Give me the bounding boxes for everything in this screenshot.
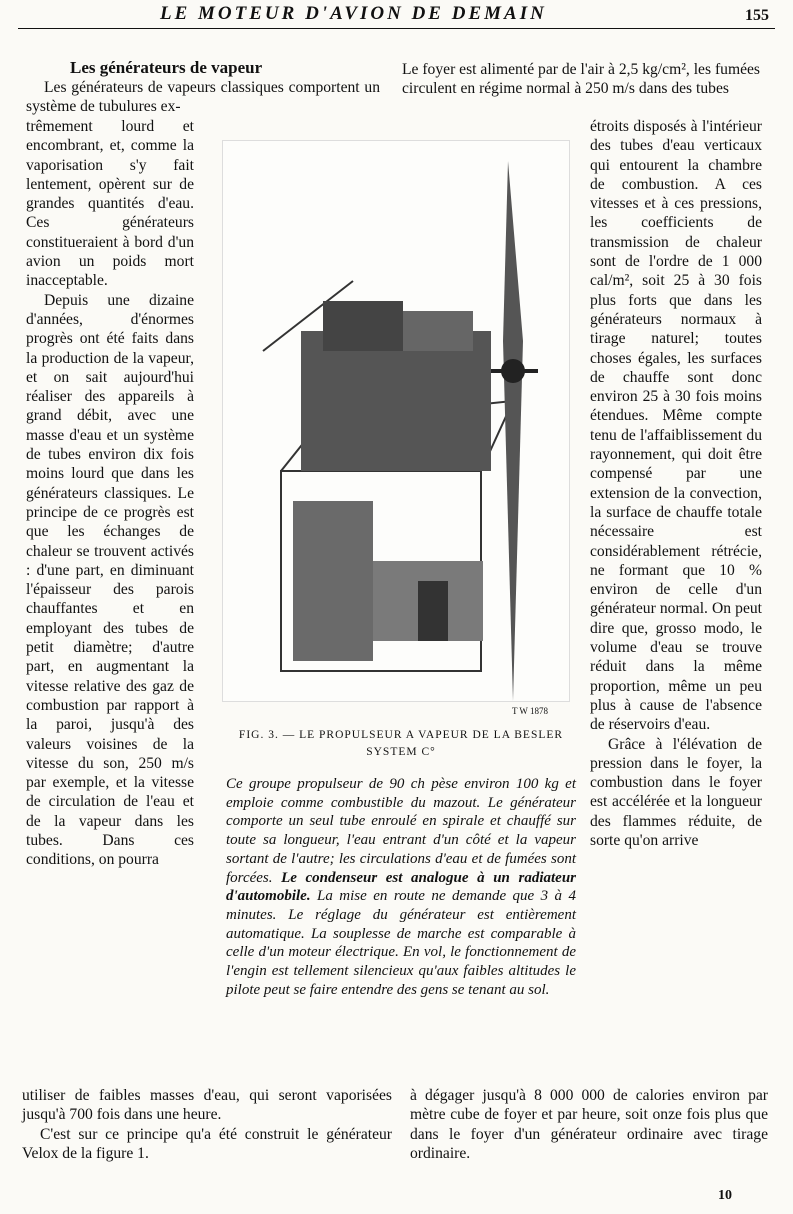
running-title: LE MOTEUR D'AVION DE DEMAIN (160, 3, 547, 24)
figure-caption: FIG. 3. — LE PROPULSEUR A VAPEUR DE LA BESLER SYSTEM C° (238, 729, 564, 758)
left-column-body (26, 117, 194, 870)
left-paragraph-2: Depuis une dizaine d'années, d'énormes progrès ont été faits dans la production de la vapeur, et on sait aujourd'hui réaliser des appareils à grand débit, avec une masse d'eau et un système de tubes environ dix fois moins lourd que dans les générateurs classiques. Le principe de ce progrès est que les échanges de chaleur se trouvent activés : d'une part, en diminuant l'épaisseur des parois chauffantes et en employant des tubes de petit diamètre; d'autre part, en augmentant la vitesse relative des gaz de combustion par rapport à la paroi, jusqu'à des valeurs voisines de la vitesse du son, 250 m/s par exemple, et la vitesse de circulation de l'eau et de la vapeur dans les tubes. Dans ces conditions, on pourra (26, 291, 194, 869)
left-paragraph-1: trêmement lourd et encombrant, et, comme la vaporisation s'y fait lentement, opèrent sur de grandes quantités d'eau. Ces générateurs constitueraient à bord d'un avion un poids mort inacceptable. (26, 118, 194, 290)
left-column-bottom (22, 1086, 392, 1163)
figure-description (226, 775, 576, 999)
figure-credit: T W 1878 (512, 706, 549, 716)
right-paragraph-2: Grâce à l'élévation de pression dans le foyer, la combustion dans le foyer est accélérée et la longueur des flammes réduite, de sorte qu'on arrive (590, 735, 762, 849)
besler-steam-engine-illustration (223, 141, 569, 701)
right-column-bottom (410, 1086, 768, 1163)
footer-signature: 10 (718, 1188, 732, 1203)
left-intro (26, 78, 380, 117)
right-column-body (590, 117, 762, 850)
page-number: 155 (745, 7, 769, 24)
left-intro-text: Les générateurs de vapeurs classiques comportent un système de tubulures ex- (26, 79, 380, 116)
section-title: Les générateurs de vapeur (70, 58, 263, 77)
left-bottom-paragraph-2: C'est sur ce principe qu'a été construit le générateur Velox de la figure 1. (22, 1125, 392, 1162)
right-intro-text: Le foyer est alimenté par de l'air à 2,5 kg/cm², les fumées circulent en régime normal à 250 m/s dans des tubes (402, 61, 760, 98)
right-paragraph-1: étroits disposés à l'intérieur des tubes d'eau verticaux qui entourent la chambre de combustion. A ces vitesses et à ces pressions, les coefficients de transmission de chaleur sont de l'ordre de 1 000 cal/m², soit 25 à 30 fois plus forts que dans les générateurs normaux à tirage naturel; toutes choses égales, les surfaces de chauffe sont donc environ 25 à 30 fois moins étendues. Même compte tenu de l'affaiblissement du rayonnement, qui doit être compensé par une extension de la convection, la surface de chauffe totale nécessaire est considérablement rétrécie, ne formant que 10 % environ de celle d'un générateur normal. On peut dire que, grosso modo, le volume d'eau se trouve réduit dans la même proportion, même un peu plus à cause de l'absence de réservoirs d'eau. (590, 118, 762, 734)
figure-photo (222, 140, 570, 702)
right-bottom-paragraph: à dégager jusqu'à 8 000 000 de calories environ par mètre cube de foyer et par heure, soit onze fois plus que dans le foyer d'un générateur ordinaire avec tirage ordinaire. (410, 1087, 768, 1162)
right-intro (402, 60, 760, 99)
left-bottom-paragraph-1: utiliser de faibles masses d'eau, qui seront vaporisées jusqu'à 700 fois dans une heure. (22, 1087, 392, 1124)
header-rule (18, 28, 775, 29)
figure-description-part-1: Ce groupe propulseur de 90 ch pèse environ 100 kg et emploie comme combustible du mazout. Le générateur comporte un seul tube enroulé en spirale et chauffé sur toute sa longueur, l'eau entrant d'un côté et la vapeur sortant de l'autre; les circulations d'eau et de fumées sont forcées. (226, 776, 576, 886)
figure-description-part-2: Le condenseur est analogue à un radiateur d'automobile. (226, 869, 576, 905)
figure-description-part-3: La mise en route ne demande que 3 à 4 minutes. Le réglage du générateur est entièrement automatique. La souplesse de marche est comparable à celle d'un moteur électrique. En vol, le fonctionnement de l'engin est tellement silencieux qu'aux faibles altitudes le pilote peut se faire entendre des gens se tenant au sol. (226, 888, 576, 998)
